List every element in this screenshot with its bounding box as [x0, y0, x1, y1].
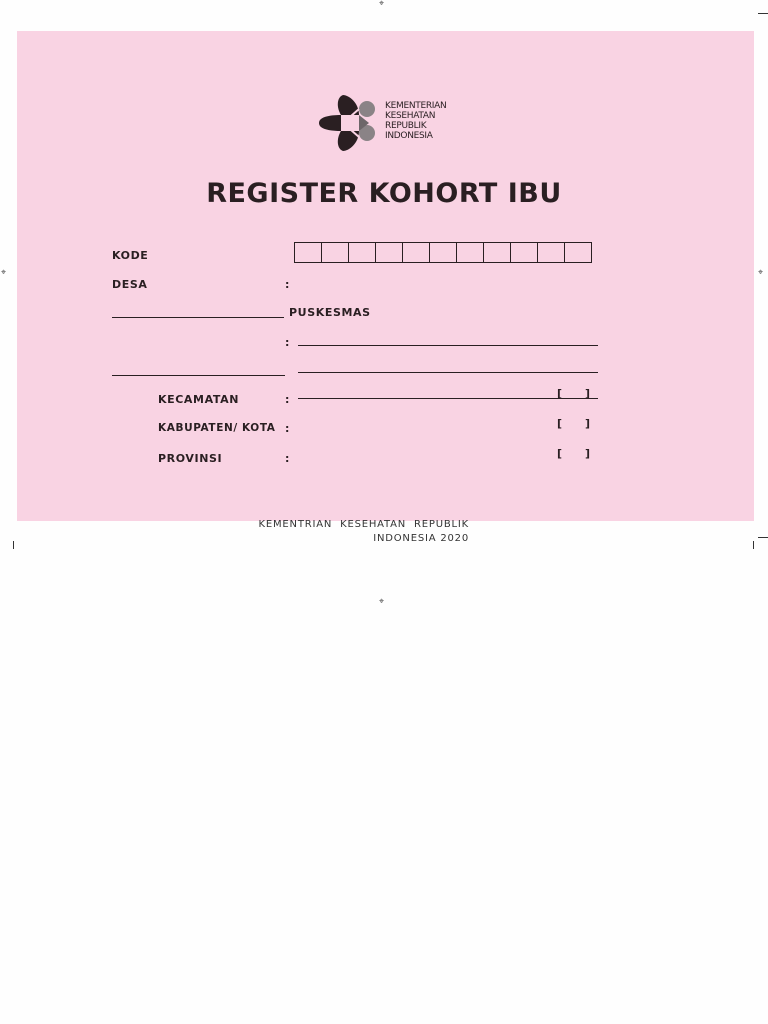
registration-mark-bottom: ⌖	[379, 597, 385, 607]
kecamatan-line[interactable]	[298, 398, 598, 399]
crop-mark-bottom-right-h	[758, 537, 768, 538]
kabupaten-colon: :	[285, 422, 290, 435]
registration-mark-left: ⌖	[1, 268, 7, 278]
provinsi-colon: :	[285, 452, 290, 465]
registration-mark-top: ⌖	[379, 0, 385, 9]
kode-digit-box[interactable]	[537, 242, 565, 263]
registration-mark-right: ⌖	[758, 268, 764, 278]
kode-digit-box[interactable]	[456, 242, 484, 263]
crop-mark-bottom-left	[13, 541, 14, 549]
kode-digit-box[interactable]	[402, 242, 430, 263]
logo-line: INDONESIA	[385, 131, 433, 141]
logo-line: KEMENTERIAN	[385, 101, 447, 111]
desa-line-left	[112, 317, 284, 318]
provinsi-label: PROVINSI	[158, 452, 223, 465]
kabupaten-label: KABUPATEN/ KOTA	[158, 422, 276, 434]
puskesmas-colon: :	[285, 336, 290, 349]
kode-digit-box[interactable]	[429, 242, 457, 263]
kode-digit-box[interactable]	[321, 242, 349, 263]
footer-line-2: INDONESIA 2020	[373, 533, 469, 544]
kode-digit-box[interactable]	[510, 242, 538, 263]
kode-digit-box[interactable]	[564, 242, 592, 263]
crop-mark-bottom-right	[753, 541, 754, 549]
logo-text	[385, 101, 446, 141]
puskesmas-line[interactable]	[298, 345, 598, 346]
blank-line-right[interactable]	[298, 372, 598, 373]
kode-boxes[interactable]	[295, 242, 592, 263]
page-title: REGISTER KOHORT IBU	[206, 178, 562, 209]
kecamatan-code-bracket[interactable]: [ ]	[557, 387, 591, 400]
crop-mark-top-right	[758, 13, 768, 14]
logo-line: KESEHATAN	[385, 111, 436, 121]
desa-label: DESA	[112, 278, 148, 291]
kecamatan-colon: :	[285, 393, 290, 406]
kode-digit-box[interactable]	[375, 242, 403, 263]
puskesmas-label: PUSKESMAS	[289, 306, 371, 319]
logo-line: REPUBLIK	[385, 121, 427, 131]
blank-line-left	[112, 375, 285, 376]
kecamatan-label: KECAMATAN	[158, 393, 239, 406]
desa-colon: :	[285, 278, 290, 291]
kode-label: KODE	[112, 249, 149, 262]
footer-line-1: KEMENTRIAN KESEHATAN REPUBLIK	[258, 519, 469, 530]
publisher-footer	[250, 518, 469, 546]
provinsi-code-bracket[interactable]: [ ]	[557, 447, 591, 460]
kode-digit-box[interactable]	[348, 242, 376, 263]
kode-digit-box[interactable]	[294, 242, 322, 263]
kode-digit-box[interactable]	[483, 242, 511, 263]
kabupaten-code-bracket[interactable]: [ ]	[557, 417, 591, 430]
